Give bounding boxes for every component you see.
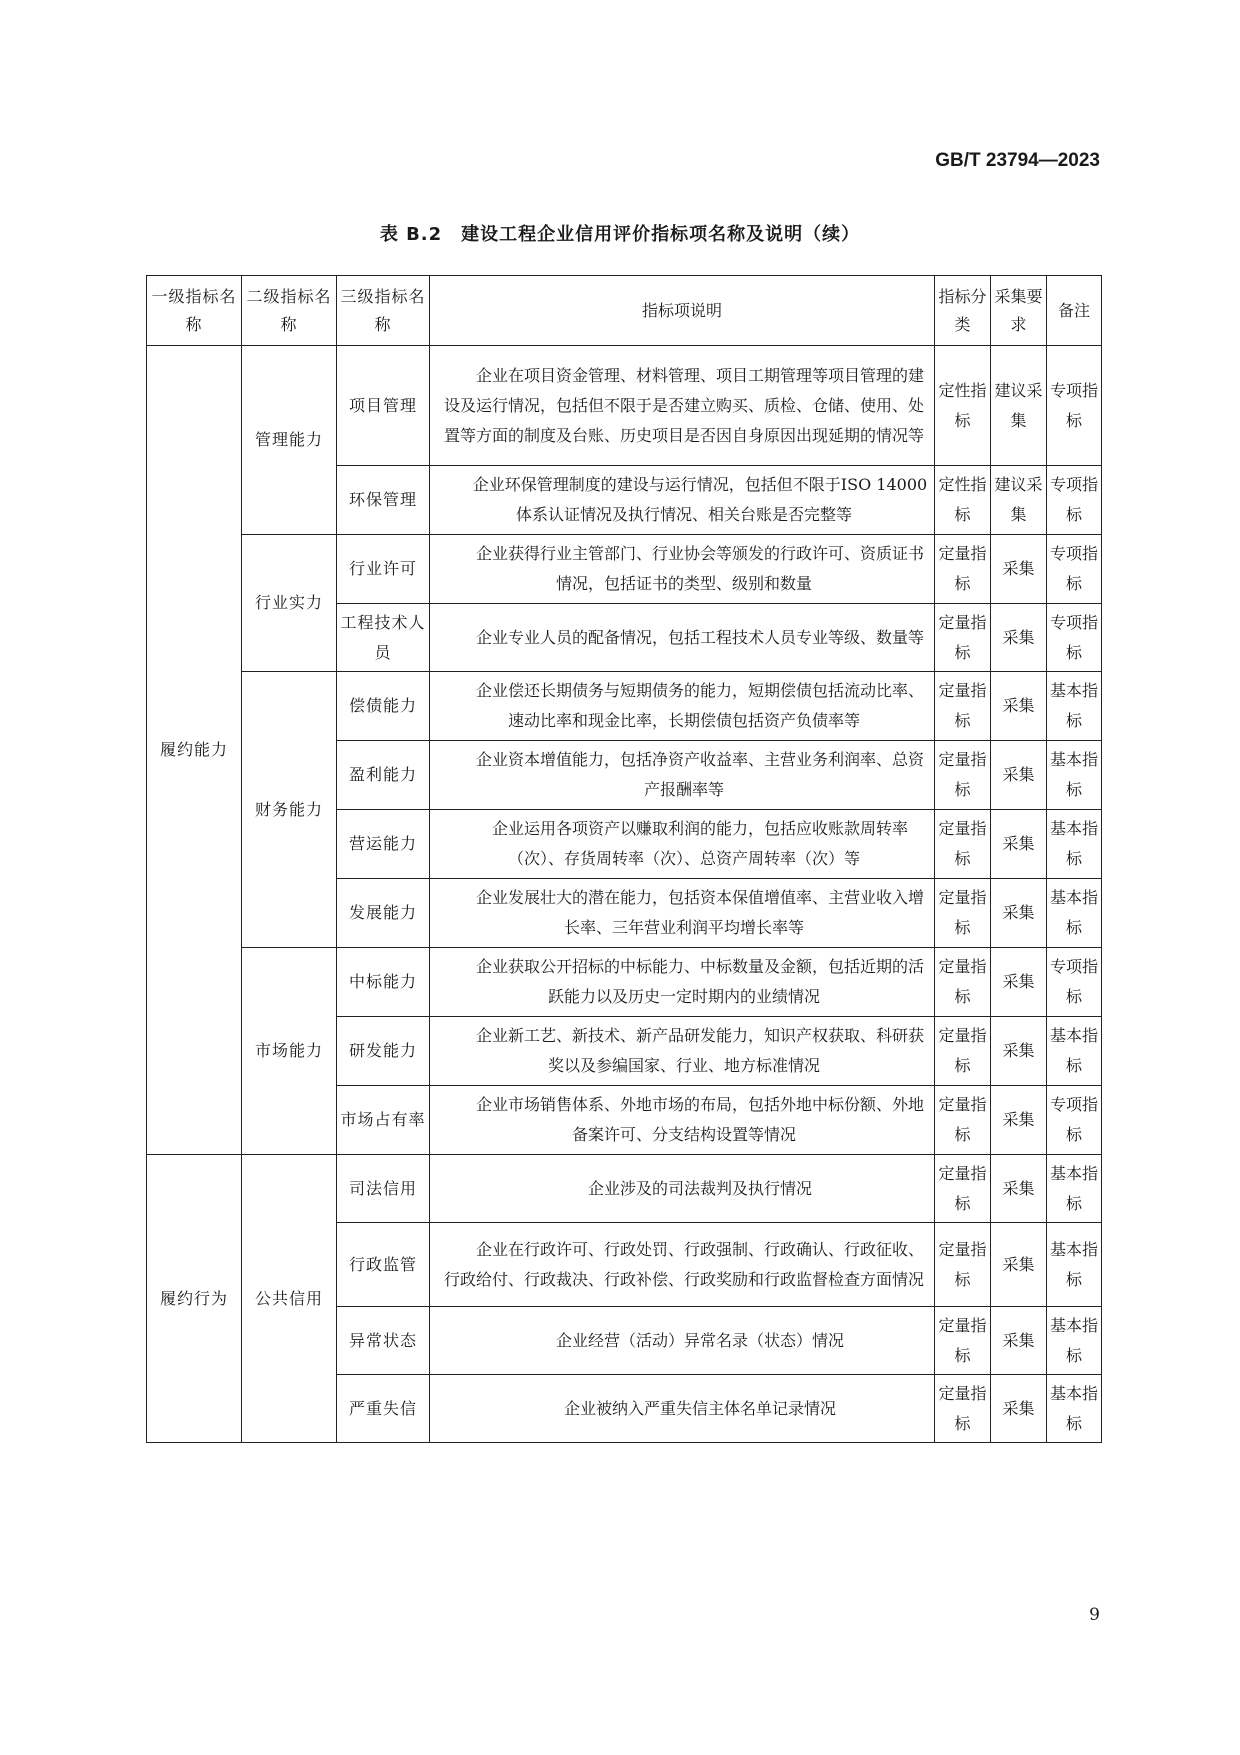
desc-cell: [430, 535, 935, 604]
header-level1: 一级指标名称: [147, 276, 242, 346]
indicator-table: [146, 275, 1102, 1443]
level3-cell: 盈利能力: [337, 741, 430, 810]
req-cell: 采集: [991, 948, 1047, 1017]
note-cell: 基本指标: [1047, 810, 1102, 879]
desc-cell: [430, 1375, 935, 1443]
level2-cell: 行业实力: [242, 535, 337, 672]
note-cell: 专项指标: [1047, 466, 1102, 535]
note-cell: 专项指标: [1047, 604, 1102, 672]
req-cell: 采集: [991, 604, 1047, 672]
table-row: [147, 672, 1102, 741]
table-row: [147, 346, 1102, 466]
type-cell: 定量指标: [935, 604, 991, 672]
req-cell: 建议采集: [991, 346, 1047, 466]
level3-cell: 营运能力: [337, 810, 430, 879]
level3-cell: 研发能力: [337, 1017, 430, 1086]
desc-cell: [430, 672, 935, 741]
header-desc: 指标项说明: [430, 276, 935, 346]
req-cell: 建议采集: [991, 466, 1047, 535]
desc-text: 企业涉及的司法裁判及执行情况: [587, 1178, 812, 1198]
level3-cell: 项目管理: [337, 346, 430, 466]
level3-cell: 中标能力: [337, 948, 430, 1017]
desc-cell: [430, 1223, 935, 1307]
req-cell: 采集: [991, 1223, 1047, 1307]
desc-text: 企业在行政许可、行政处罚、行政强制、行政确认、行政征收、行政给付、行政裁决、行政补偿、行政奖励和行政监督检查方面情况: [443, 1239, 924, 1289]
type-cell: 定量指标: [935, 810, 991, 879]
type-cell: 定量指标: [935, 1017, 991, 1086]
level3-cell: 环保管理: [337, 466, 430, 535]
desc-text: 企业经营（活动）异常名录（状态）情况: [555, 1330, 844, 1350]
level3-cell: 严重失信: [337, 1375, 430, 1443]
desc-text: 企业获得行业主管部门、行业协会等颁发的行政许可、资质证书情况，包括证书的类型、级别和数量: [475, 544, 924, 593]
desc-text: 企业运用各项资产以赚取利润的能力，包括应收账款周转率（次）、存货周转率（次）、总资产周转率（次）等: [491, 819, 908, 868]
note-cell: 专项指标: [1047, 948, 1102, 1017]
note-cell: 专项指标: [1047, 1086, 1102, 1155]
type-cell: 定量指标: [935, 741, 991, 810]
desc-text: 企业发展壮大的潜在能力，包括资本保值增值率、主营业收入增长率、三年营业利润平均增长率等: [475, 888, 924, 937]
level2-cell: 管理能力: [242, 346, 337, 535]
note-cell: 基本指标: [1047, 1375, 1102, 1443]
req-cell: 采集: [991, 1017, 1047, 1086]
type-cell: 定性指标: [935, 346, 991, 466]
desc-cell: [430, 1307, 935, 1375]
level3-cell: 工程技术人员: [337, 604, 430, 672]
type-cell: 定量指标: [935, 1155, 991, 1223]
note-cell: 基本指标: [1047, 1155, 1102, 1223]
desc-cell: [430, 346, 935, 466]
type-cell: 定性指标: [935, 466, 991, 535]
level3-cell: 行政监管: [337, 1223, 430, 1307]
standard-code: GB/T 23794—2023: [935, 150, 1100, 171]
header-req: 采集要求: [991, 276, 1047, 346]
req-cell: 采集: [991, 1155, 1047, 1223]
req-cell: 采集: [991, 535, 1047, 604]
desc-text: 企业资本增值能力，包括净资产收益率、主营业务利润率、总资产报酬率等: [475, 750, 924, 799]
req-cell: 采集: [991, 810, 1047, 879]
desc-text: 企业市场销售体系、外地市场的布局，包括外地中标份额、外地备案许可、分支结构设置等情况: [475, 1095, 924, 1144]
type-cell: 定量指标: [935, 879, 991, 948]
note-cell: 基本指标: [1047, 741, 1102, 810]
level2-cell: 市场能力: [242, 948, 337, 1155]
req-cell: 采集: [991, 741, 1047, 810]
header-level2: 二级指标名称: [242, 276, 337, 346]
header-level3: 三级指标名称: [337, 276, 430, 346]
level2-cell: 财务能力: [242, 672, 337, 948]
level3-cell: 发展能力: [337, 879, 430, 948]
type-cell: 定量指标: [935, 1307, 991, 1375]
level3-cell: 市场占有率: [337, 1086, 430, 1155]
req-cell: 采集: [991, 672, 1047, 741]
level3-cell: 行业许可: [337, 535, 430, 604]
note-cell: 专项指标: [1047, 535, 1102, 604]
note-cell: 基本指标: [1047, 1223, 1102, 1307]
req-cell: 采集: [991, 1375, 1047, 1443]
desc-text: 企业在项目资金管理、材料管理、项目工期管理等项目管理的建设及运行情况，包括但不限于是否建立购买、质检、仓储、使用、处置等方面的制度及台账、历史项目是否因自身原因出现延期的情况等: [443, 365, 924, 445]
table-header-row: [147, 276, 1102, 346]
type-cell: 定量指标: [935, 1086, 991, 1155]
level1-cell: 履约行为: [147, 1155, 242, 1443]
header-note: 备注: [1047, 276, 1102, 346]
desc-cell: [430, 1017, 935, 1086]
desc-cell: [430, 879, 935, 948]
level3-cell: 偿债能力: [337, 672, 430, 741]
note-cell: 专项指标: [1047, 346, 1102, 466]
desc-text: 企业获取公开招标的中标能力、中标数量及金额，包括近期的活跃能力以及历史一定时期内的业绩情况: [475, 957, 924, 1006]
desc-cell: [430, 948, 935, 1017]
desc-cell: [430, 1155, 935, 1223]
desc-cell: [430, 810, 935, 879]
req-cell: 采集: [991, 879, 1047, 948]
note-cell: 基本指标: [1047, 879, 1102, 948]
desc-text: 企业新工艺、新技术、新产品研发能力，知识产权获取、科研获奖以及参编国家、行业、地方标准情况: [475, 1026, 924, 1075]
type-cell: 定量指标: [935, 672, 991, 741]
type-cell: 定量指标: [935, 948, 991, 1017]
table-row: [147, 948, 1102, 1017]
desc-cell: [430, 1086, 935, 1155]
header-type: 指标分类: [935, 276, 991, 346]
table-row: [147, 1155, 1102, 1223]
type-cell: 定量指标: [935, 535, 991, 604]
desc-text: 企业偿还长期债务与短期债务的能力，短期偿债包括流动比率、速动比率和现金比率，长期偿债包括资产负债率等: [475, 681, 924, 730]
note-cell: 基本指标: [1047, 1017, 1102, 1086]
page-number: 9: [1089, 1605, 1100, 1625]
table-title: 表 B.2 建设工程企业信用评价指标项名称及说明（续）: [379, 224, 861, 245]
desc-text: 企业专业人员的配备情况，包括工程技术人员专业等级、数量等: [475, 627, 924, 647]
note-cell: 基本指标: [1047, 1307, 1102, 1375]
level1-cell: 履约能力: [147, 346, 242, 1155]
desc-text: 企业环保管理制度的建设与运行情况，包括但不限于ISO 14000 体系认证情况及执行情况、相关台账是否完整等: [472, 475, 928, 524]
note-cell: 基本指标: [1047, 672, 1102, 741]
type-cell: 定量指标: [935, 1375, 991, 1443]
level3-cell: 异常状态: [337, 1307, 430, 1375]
level3-cell: 司法信用: [337, 1155, 430, 1223]
table-row: [147, 535, 1102, 604]
desc-cell: [430, 741, 935, 810]
req-cell: 采集: [991, 1086, 1047, 1155]
type-cell: 定量指标: [935, 1223, 991, 1307]
req-cell: 采集: [991, 1307, 1047, 1375]
desc-cell: [430, 604, 935, 672]
desc-text: 企业被纳入严重失信主体名单记录情况: [563, 1398, 836, 1418]
level2-cell: 公共信用: [242, 1155, 337, 1443]
desc-cell: [430, 466, 935, 535]
